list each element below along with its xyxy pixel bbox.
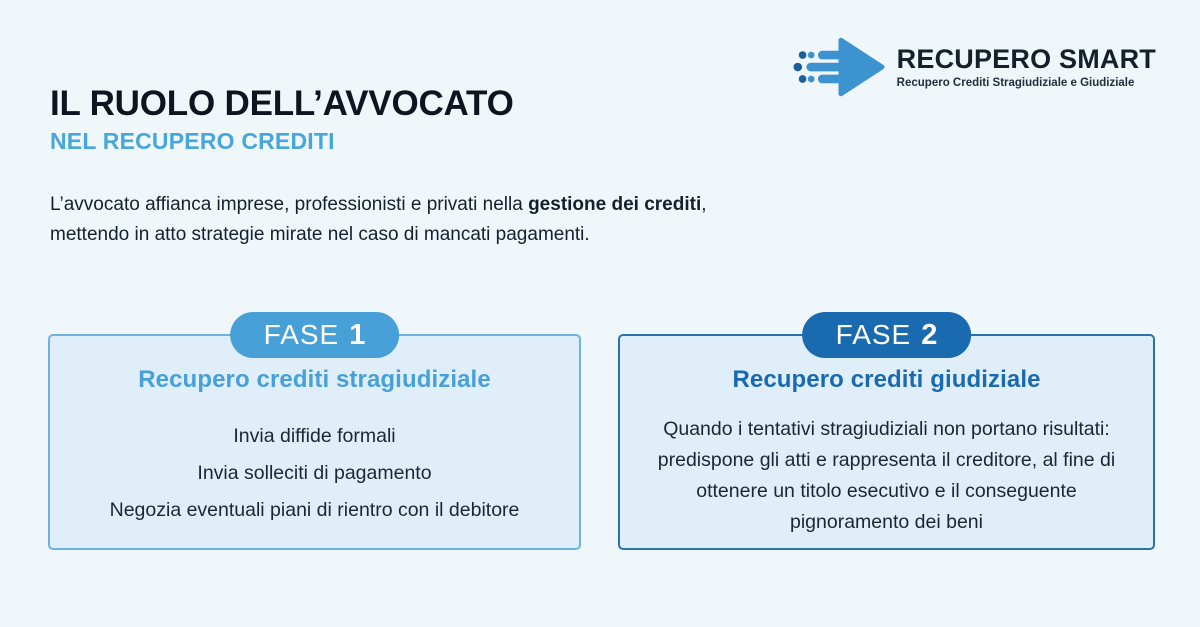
page-subtitle: NEL RECUPERO CREDITI — [50, 128, 335, 154]
intro-bold-phrase: gestione dei crediti — [528, 194, 702, 215]
phase-2-title: Recupero crediti giudiziale — [732, 366, 1041, 393]
phase-2-card — [618, 318, 1155, 550]
phase-1-item-list — [50, 418, 579, 529]
page-title: IL RUOLO DELL’AVVOCATO — [50, 84, 514, 123]
phase-1-item: Negozia eventuali piani di rientro con il debitore — [109, 499, 520, 521]
phase-2-description: Quando i tentativi stragiudiziali non portano risultati: predispone gli atti e rappresenta il creditore, al fine di ottenere un titolo esecutivo e il conseguente pignoramento dei beni — [657, 418, 1116, 533]
logo-name: RECUPERO SMART — [896, 44, 1156, 75]
phase-2-badge — [802, 312, 972, 358]
phase-1-badge-label: FASE — [263, 319, 340, 350]
phase-1-badge-number: 1 — [349, 318, 366, 351]
phase-1-badge — [230, 312, 400, 358]
phase-1-item: Invia solleciti di pagamento — [197, 462, 432, 484]
intro-paragraph — [50, 190, 750, 250]
logo-tagline: Recupero Crediti Stragiudiziale e Giudiziale — [896, 76, 1135, 89]
phase-2-badge-label: FASE — [835, 319, 912, 350]
phase-1-item: Invia diffide formali — [233, 425, 396, 447]
intro-text-after: , mettendo in atto strategie mirate nel caso di mancati pagamenti. — [50, 194, 707, 245]
phase-1-card — [48, 318, 581, 550]
logo — [793, 36, 1156, 98]
speed-arrow-right-icon — [793, 36, 885, 98]
logo-text — [897, 45, 1156, 88]
intro-text-before: L’avvocato affianca imprese, professionisti e privati nella — [50, 194, 529, 215]
phase-2-badge-number: 2 — [921, 318, 938, 351]
phase-1-title: Recupero crediti stragiudiziale — [138, 366, 491, 393]
